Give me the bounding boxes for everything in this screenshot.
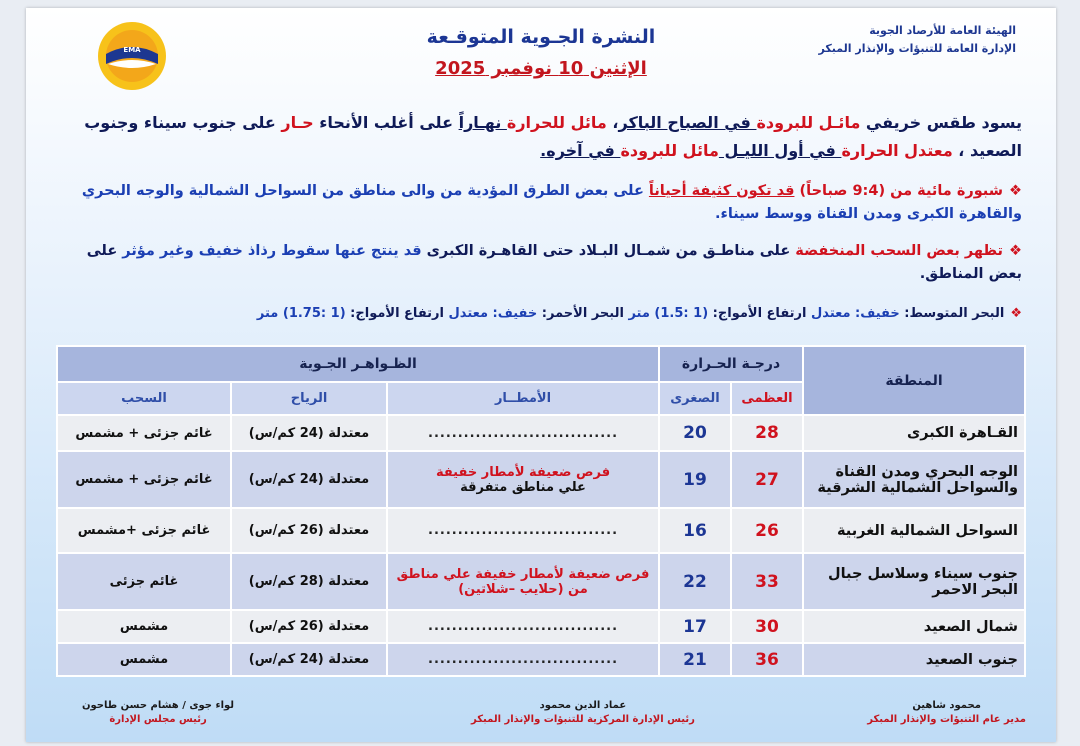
col-wind-header: الرياح	[231, 382, 387, 415]
cloud-cell: مشمس	[57, 643, 231, 676]
region-cell: السواحل الشمالية الغربية	[803, 508, 1025, 553]
min-temp-cell: 17	[659, 610, 731, 643]
signature-director: محمود شاهين مدير عام التنبؤات والإنذار المبكر	[867, 700, 1026, 725]
bullet-icon: ❖	[1009, 243, 1022, 259]
table-row	[57, 508, 1025, 553]
bulletin-date: الإثنين 10 نوفمبر 2025	[435, 58, 647, 79]
summary-paragraph: يسود طقس خريفي مائـل للبرودة في الصباح الباكر، مائل للحرارة نهـاراً على أغلب الأنحاء حـار على جنوب سيناء وجنوب الصعيد ، معتدل الحرارة في أول الليـل مائل للبرودة في آخره.	[84, 113, 1022, 160]
org-name-line1: الهيئة العامة للأرصاد الجوية	[869, 24, 1016, 37]
max-temp-cell: 27	[731, 451, 803, 508]
col-phenomena-header: الظـواهـر الجـوية	[57, 346, 659, 382]
clouds-bullet: ❖تظهر بعض السحب المنخفضة على مناطـق من شمـال البـلاد حتى القاهـرة الكبرى قد ينتج عنها سقوط رذاذ خفيف وغير مؤثر على بعض المناطق.	[86, 243, 1022, 282]
region-cell: القـاهرة الكبرى	[803, 415, 1025, 451]
table-row	[57, 610, 1025, 643]
signature-head: عماد الدين محمود رئيس الإدارة المركزية للتنبؤات والإنذار المبكر	[471, 700, 695, 725]
col-region-header: المنطقة	[803, 346, 1025, 415]
rain-cell: فرص ضعيفة لأمطار خفيفة علي مناطق متفرقة	[387, 451, 659, 508]
table-row	[57, 451, 1025, 508]
max-temp-cell: 28	[731, 415, 803, 451]
wind-cell: معتدلة (24 كم/س)	[231, 643, 387, 676]
wind-cell: معتدلة (24 كم/س)	[231, 415, 387, 451]
fog-bullet: ❖شبورة مائية من (9:4 صباحاً) قد تكون كثيفة أحياناً على بعض الطرق المؤدية من والى مناطق من السواحل الشمالية والوجه البحري والقاهرة الكبرى ومدن القناة ووسط سيناء.	[81, 183, 1022, 222]
org-name-line2: الإدارة العامة للتنبؤات والإنذار المبكر	[818, 42, 1016, 55]
rain-cell: ................................	[387, 508, 659, 553]
rain-cell: ................................	[387, 415, 659, 451]
bullet-icon: ❖	[1010, 306, 1022, 321]
min-temp-cell: 20	[659, 415, 731, 451]
ema-logo-icon	[96, 20, 168, 92]
cloud-cell: غائم جزئى + مشمس	[57, 451, 231, 508]
min-temp-cell: 16	[659, 508, 731, 553]
wind-cell: معتدلة (26 كم/س)	[231, 508, 387, 553]
col-max-header: العظمى	[731, 382, 803, 415]
region-cell: شمال الصعيد	[803, 610, 1025, 643]
svg-text:EMA: EMA	[123, 46, 141, 54]
col-rain-header: الأمطــار	[387, 382, 659, 415]
region-cell: جنوب الصعيد	[803, 643, 1025, 676]
cloud-cell: غائم جزئى +مشمس	[57, 508, 231, 553]
rain-cell: ................................	[387, 643, 659, 676]
sea-state-bullet: ❖البحر المتوسط: خفيف: معتدل ارتفاع الأمواج: (1 :1.5) متر البحر الأحمر: خفيف: معتدل ارتفاع الأمواج: (1 :1.75) متر	[256, 306, 1022, 321]
table-row	[57, 553, 1025, 610]
cloud-cell: غائم جزئى + مشمس	[57, 415, 231, 451]
min-temp-cell: 19	[659, 451, 731, 508]
region-cell: جنوب سيناء وسلاسل جبال البحر الاحمر	[803, 553, 1025, 610]
max-temp-cell: 26	[731, 508, 803, 553]
max-temp-cell: 30	[731, 610, 803, 643]
max-temp-cell: 36	[731, 643, 803, 676]
rain-cell: فرص ضعيفة لأمطار خفيفة علي مناطق من (حلايب –شلاتين)	[387, 553, 659, 610]
signature-chairman: لواء جوى / هشام حسن طاحون رئيس مجلس الإدارة	[82, 700, 235, 725]
region-cell: الوجه البحري ومدن القناة والسواحل الشمالية الشرقية	[803, 451, 1025, 508]
min-temp-cell: 21	[659, 643, 731, 676]
table-row	[57, 643, 1025, 676]
table-row	[57, 415, 1025, 451]
forecast-bulletin	[26, 8, 1056, 742]
max-temp-cell: 33	[731, 553, 803, 610]
col-temp-header: درجـة الحـرارة	[659, 346, 803, 382]
col-cloud-header: السحب	[57, 382, 231, 415]
wind-cell: معتدلة (28 كم/س)	[231, 553, 387, 610]
cloud-cell: غائم جزئى	[57, 553, 231, 610]
forecast-table	[56, 345, 1026, 677]
wind-cell: معتدلة (26 كم/س)	[231, 610, 387, 643]
cloud-cell: مشمس	[57, 610, 231, 643]
rain-cell: ................................	[387, 610, 659, 643]
bulletin-title: النشرة الجـوية المتوقـعة	[426, 26, 656, 48]
col-min-header: الصغرى	[659, 382, 731, 415]
min-temp-cell: 22	[659, 553, 731, 610]
wind-cell: معتدلة (24 كم/س)	[231, 451, 387, 508]
bullet-icon: ❖	[1009, 183, 1022, 199]
